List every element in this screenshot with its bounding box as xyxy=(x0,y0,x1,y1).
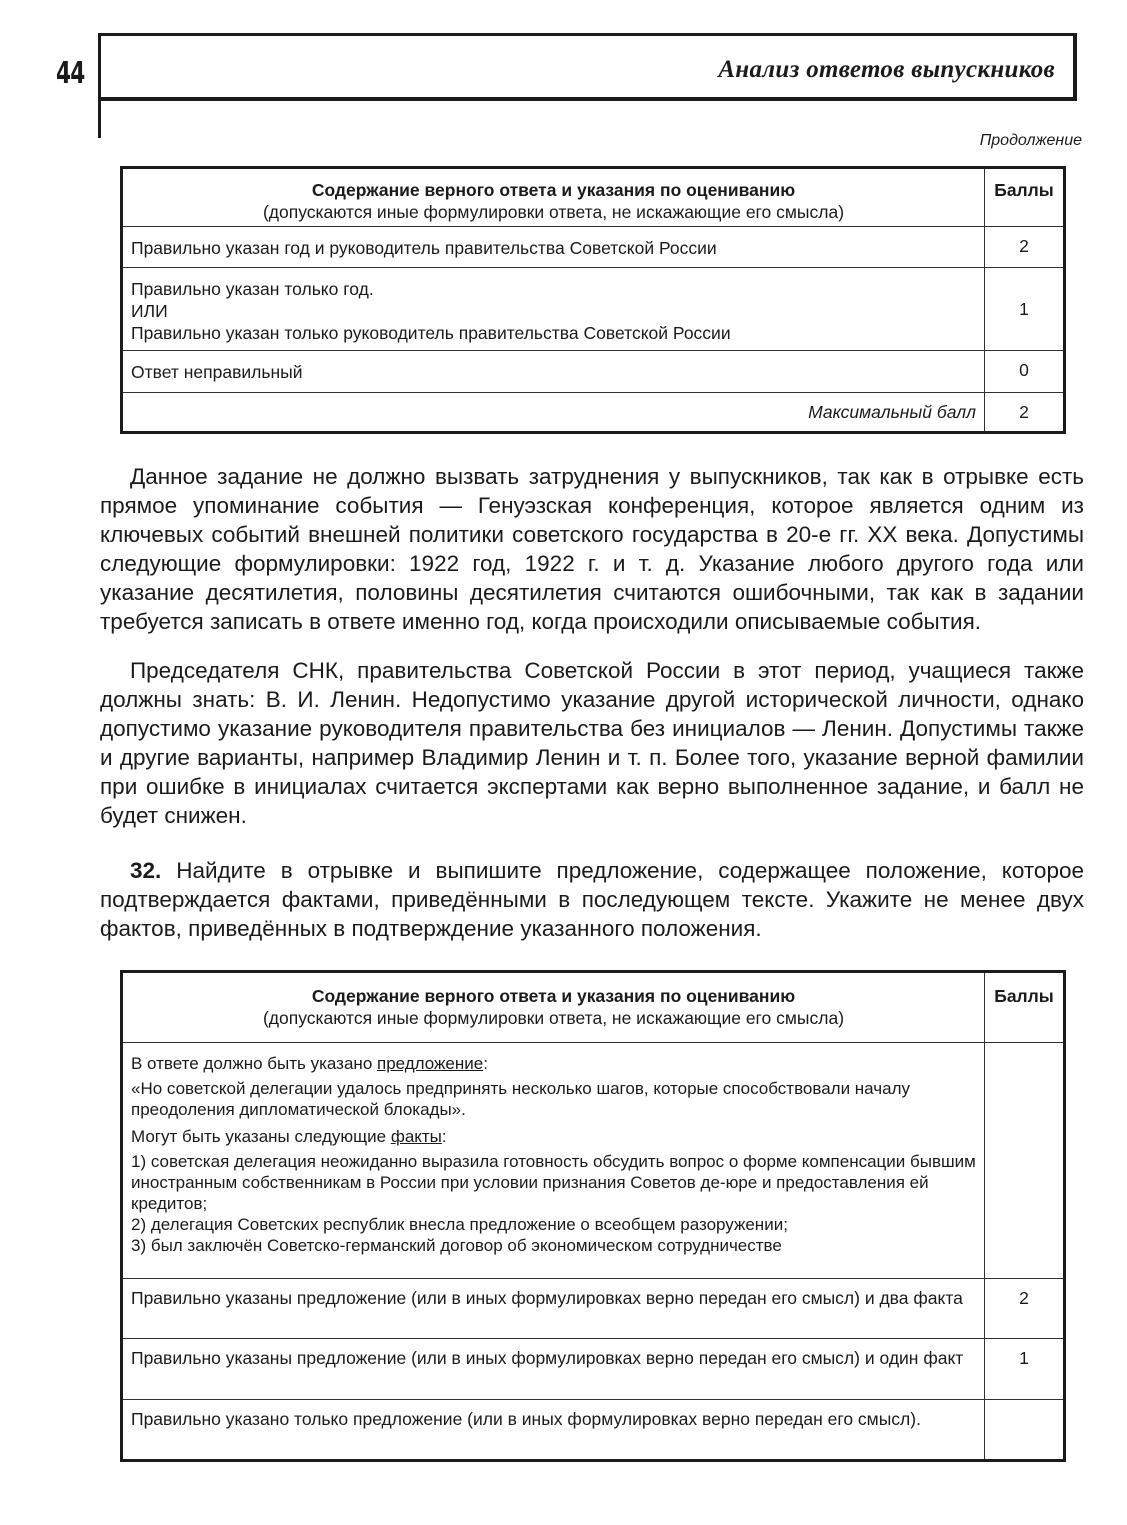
criterion-points: 0 xyxy=(985,351,1065,393)
facts-intro-keyword: факты xyxy=(390,1127,442,1146)
fact-item: 3) был заключён Советско-германский договор об экономическом сотрудничестве xyxy=(131,1236,782,1255)
criterion-line: Правильно указан только руководитель правительства Советской России xyxy=(131,323,731,343)
criterion-line: ИЛИ xyxy=(131,301,168,321)
table-header-row xyxy=(122,168,1065,227)
table-header-points: Баллы xyxy=(985,972,1065,1043)
table-header-points: Баллы xyxy=(985,168,1065,227)
analysis-paragraph-2: Председателя СНК, правительства Советской России в этот период, учащиеся также должны знать: В. И. Ленин. Недопустимо указание другой исторической личности, однако допустимо указание руководителя правительства без инициалов — Ленин. Допустимы также и другие варианты, например Владимир Ленин и т. п. Более того, указание верной фамилии при ошибке в инициалах считается экспертами как верно выполненное задание, и балл не будет снижен. xyxy=(100,658,1084,828)
criterion-text: Правильно указаны предложение (или в иных формулировках верно передан его смысл) и один факт xyxy=(122,1339,985,1400)
max-score-label: Максимальный балл xyxy=(122,393,985,433)
table-header-content xyxy=(122,972,985,1043)
analysis-paragraph-1: Данное задание не должно вызвать затруднения у выпускников, так как в отрывке есть прямое упоминание события — Генуэзская конференция, которое является одним из ключевых событий внешней политики советского государства в 20-е гг. XX века. Допустимы следующие формулировки: 1922 год, 1922 г. и т. д. Указание любого другого года или указание десятилетия, половины десятилетия считаются ошибочными, так как в задании требуется записать в ответе именно год, когда происходили описываемые события. xyxy=(100,464,1084,634)
max-score-row xyxy=(122,393,1065,433)
criterion-text: Правильно указаны предложение (или в иных формулировках верно передан его смысл) и два факта xyxy=(122,1279,985,1339)
facts-intro xyxy=(131,1126,976,1147)
table-row xyxy=(122,1400,1065,1461)
criterion-points: 2 xyxy=(985,227,1065,268)
table-header-title: Содержание верного ответа и указания по оцениванию xyxy=(311,986,796,1006)
answer-intro-keyword: предложение xyxy=(377,1054,484,1073)
facts-intro-prefix: Могут быть указаны следующие xyxy=(131,1127,391,1146)
criterion-points xyxy=(985,1400,1065,1461)
table-header-title: Содержание верного ответа и указания по оцениванию xyxy=(311,180,796,200)
criterion-points: 1 xyxy=(985,1339,1065,1400)
page-number: 44 xyxy=(56,56,85,91)
criterion-text: Правильно указано только предложение (или в иных формулировках верно передан его смысл). xyxy=(122,1400,985,1461)
answer-intro-suffix: : xyxy=(483,1054,488,1073)
fact-item: 2) делегация Советских республик внесла предложение о всеобщем разоружении; xyxy=(131,1215,788,1234)
answer-row xyxy=(122,1043,1065,1279)
running-header xyxy=(98,33,1077,101)
criterion-text xyxy=(122,268,985,351)
table-header-note: (допускаются иные формулировки ответа, не искажающие его смысла) xyxy=(262,202,845,222)
max-score-value: 2 xyxy=(985,393,1065,433)
criterion-points: 1 xyxy=(985,268,1065,351)
table-header-row xyxy=(122,972,1065,1043)
answer-quote: «Но советской делегации удалось предпринять несколько шагов, которые способствовали началу преодоления дипломатической блокады». xyxy=(131,1079,910,1119)
table-header-content xyxy=(122,168,985,227)
answer-intro xyxy=(131,1053,976,1074)
task-text: Найдите в отрывке и выпишите предложение, содержащее положение, которое подтверждается фактами, приведёнными в последующем тексте. Укажите не менее двух фактов, приведённых в подтверждение указанного положения. xyxy=(100,858,1084,941)
criterion-line: Правильно указан только год. xyxy=(131,279,374,299)
table-row xyxy=(122,268,1065,351)
table-row xyxy=(122,1339,1065,1400)
header-rule xyxy=(98,100,101,138)
answer-points xyxy=(985,1043,1065,1279)
grading-table-1 xyxy=(120,166,1066,434)
task-number: 32. xyxy=(130,858,162,883)
criterion-points: 2 xyxy=(985,1279,1065,1339)
task-32-statement xyxy=(100,856,1084,943)
running-title: Анализ ответов выпускников xyxy=(718,56,1055,83)
table-row xyxy=(122,1279,1065,1339)
table-row xyxy=(122,227,1065,268)
criterion-text: Правильно указан год и руководитель правительства Советской России xyxy=(122,227,985,268)
answer-intro-prefix: В ответе должно быть указано xyxy=(131,1054,378,1073)
table-row xyxy=(122,351,1065,393)
answer-content xyxy=(122,1043,985,1279)
grading-table-2 xyxy=(120,970,1066,1462)
fact-item: 1) советская делегация неожиданно выразила готовность обсудить вопрос о форме компенсации бывшим иностранным собственникам в России при условии признания Советов де-юре и предоставления ей кредитов; xyxy=(131,1152,976,1213)
facts-intro-suffix: : xyxy=(441,1127,447,1146)
table-header-note: (допускаются иные формулировки ответа, не искажающие его смысла) xyxy=(262,1008,845,1028)
criterion-text: Ответ неправильный xyxy=(122,351,985,393)
continuation-label: Продолжение xyxy=(979,132,1082,149)
